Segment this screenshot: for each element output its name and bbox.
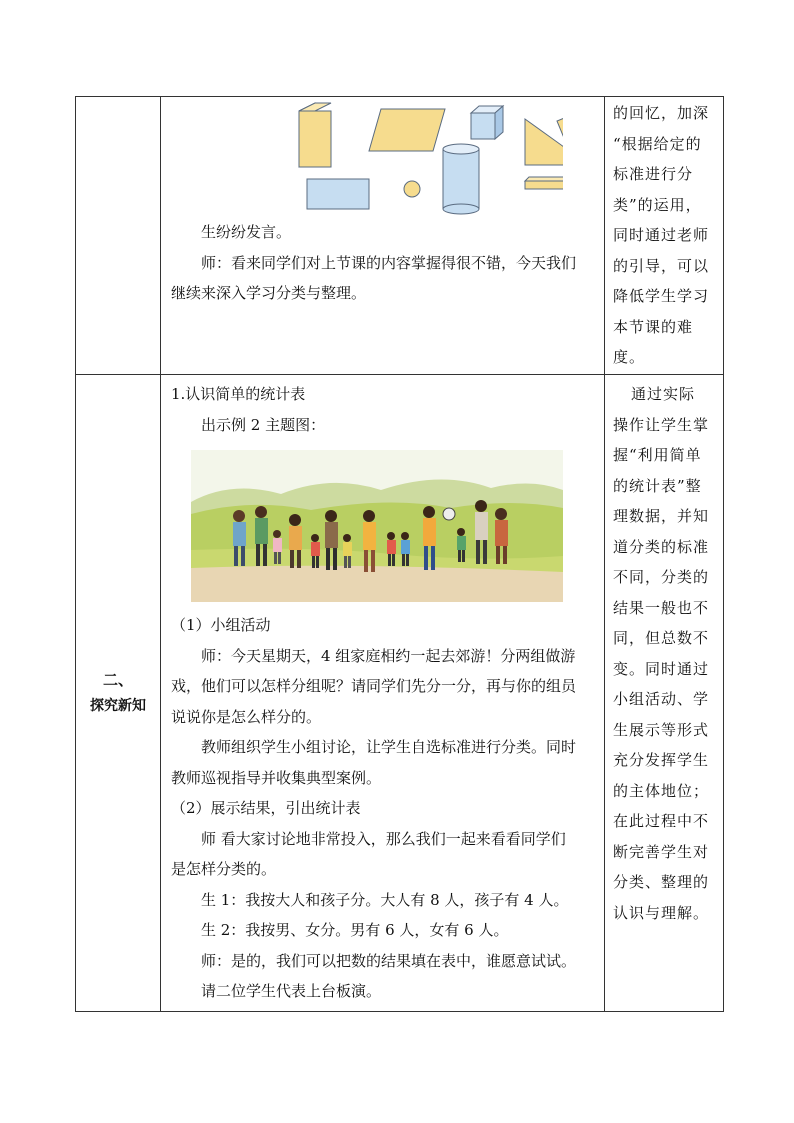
outing-scene-illustration bbox=[191, 450, 563, 602]
design-intent-cell bbox=[605, 97, 724, 375]
table-row bbox=[76, 375, 724, 1012]
stage-cell bbox=[76, 375, 161, 1012]
cube-shape bbox=[471, 106, 503, 139]
teacher-remark-line-cont: 继续来深入学习分类与整理。 bbox=[171, 284, 367, 302]
side-line: 度。 bbox=[613, 348, 646, 366]
side-line: 道分类的标准 bbox=[613, 537, 710, 556]
side-line: 在此过程中不 bbox=[613, 812, 710, 830]
teacher-remark-line: 师：是的，我们可以把数的结果填在表中，谁愿意试试。 bbox=[201, 951, 577, 970]
side-line: 小组活动、学 bbox=[613, 690, 710, 708]
side-line: 变。同时通过 bbox=[613, 659, 710, 678]
show-results-heading: （2）展示结果，引出统计表 bbox=[171, 799, 361, 817]
side-line: 标准进行分 bbox=[613, 165, 694, 183]
teacher-organize-line: 教师组织学生小组讨论，让学生自选标准进行分类。同时 bbox=[201, 738, 577, 756]
side-line: 通过实际 bbox=[631, 385, 696, 403]
side-line: 的统计表”整 bbox=[613, 476, 702, 495]
teacher-remark-line: 师 看大家讨论地非常投入，那么我们一起来看看同学们 bbox=[201, 829, 566, 848]
tall-cuboid-shape bbox=[299, 103, 331, 167]
design-intent-cell bbox=[605, 375, 724, 1012]
side-line: 分类、整理的 bbox=[613, 873, 710, 891]
triangle-shape bbox=[525, 119, 563, 165]
side-line: “根据给定的 bbox=[613, 134, 702, 153]
teacher-question-line: 师：今天星期天，4 组家庭相约一起去郊游！分两组做游 bbox=[201, 646, 576, 665]
parallelogram-shape bbox=[369, 109, 445, 151]
group-activity-heading: （1）小组活动 bbox=[171, 616, 271, 634]
main-content-cell bbox=[161, 375, 605, 1012]
side-line: 结果一般也不 bbox=[613, 598, 710, 617]
side-line: 同时通过老师 bbox=[613, 226, 710, 244]
side-line: 不同，分类的 bbox=[613, 568, 710, 586]
side-line: 类”的运用， bbox=[613, 195, 702, 214]
rectangle-shape bbox=[307, 179, 369, 209]
board-demo-line: 请二位学生代表上台板演。 bbox=[201, 982, 382, 1000]
side-line: 的回忆，加深 bbox=[613, 104, 710, 122]
stage-name: 探究新知 bbox=[90, 697, 146, 714]
section-heading: 1.认识简单的统计表 bbox=[171, 385, 306, 403]
stage-number: 二、 bbox=[102, 670, 133, 689]
table-row bbox=[76, 97, 724, 375]
teacher-question-line: 戏，他们可以怎样分组呢？请同学们先分一分，再与你的组员 bbox=[171, 677, 577, 695]
show-picture-line: 出示例 2 主题图： bbox=[201, 415, 326, 434]
student-speaks-line: 生纷纷发言。 bbox=[201, 223, 292, 241]
student-answer-line: 生 1：我按大人和孩子分。大人有 8 人，孩子有 4 人。 bbox=[201, 890, 569, 909]
teacher-remark-line: 是怎样分类的。 bbox=[171, 860, 277, 878]
teacher-question-line: 说说你是怎么样分的。 bbox=[171, 707, 322, 726]
side-line: 断完善学生对 bbox=[613, 842, 710, 861]
cylinder-shape bbox=[443, 144, 479, 214]
side-line: 同，但总数不 bbox=[613, 629, 710, 647]
stage-cell-empty bbox=[76, 97, 161, 375]
side-line: 的引导，可以 bbox=[613, 256, 710, 275]
design-intent-text bbox=[605, 97, 723, 373]
side-line: 生展示等形式 bbox=[613, 720, 710, 739]
side-line: 本节课的难 bbox=[613, 317, 694, 336]
student-answer-line: 生 2：我按男、女分。男有 6 人，女有 6 人。 bbox=[201, 921, 509, 939]
side-line: 理数据，并知 bbox=[613, 507, 710, 525]
teacher-remark-line: 师：看来同学们对上节课的内容掌握得很不错，今天我们 bbox=[201, 253, 577, 272]
circle-shape bbox=[404, 181, 420, 197]
side-line: 的主体地位； bbox=[613, 781, 710, 800]
side-line: 握“利用简单 bbox=[613, 446, 702, 464]
side-line: 充分发挥学生 bbox=[613, 751, 710, 769]
lesson-plan-table bbox=[75, 96, 724, 1012]
main-content-cell bbox=[161, 97, 605, 375]
side-line: 认识与理解。 bbox=[613, 903, 710, 922]
geometric-shapes-figure bbox=[203, 97, 563, 215]
flat-bar-shape bbox=[525, 177, 563, 189]
side-line: 降低学生学习 bbox=[613, 287, 710, 305]
teacher-organize-line: 教师巡视指导并收集典型案例。 bbox=[171, 768, 382, 787]
design-intent-text bbox=[605, 375, 723, 928]
side-line: 操作让学生掌 bbox=[613, 415, 710, 434]
